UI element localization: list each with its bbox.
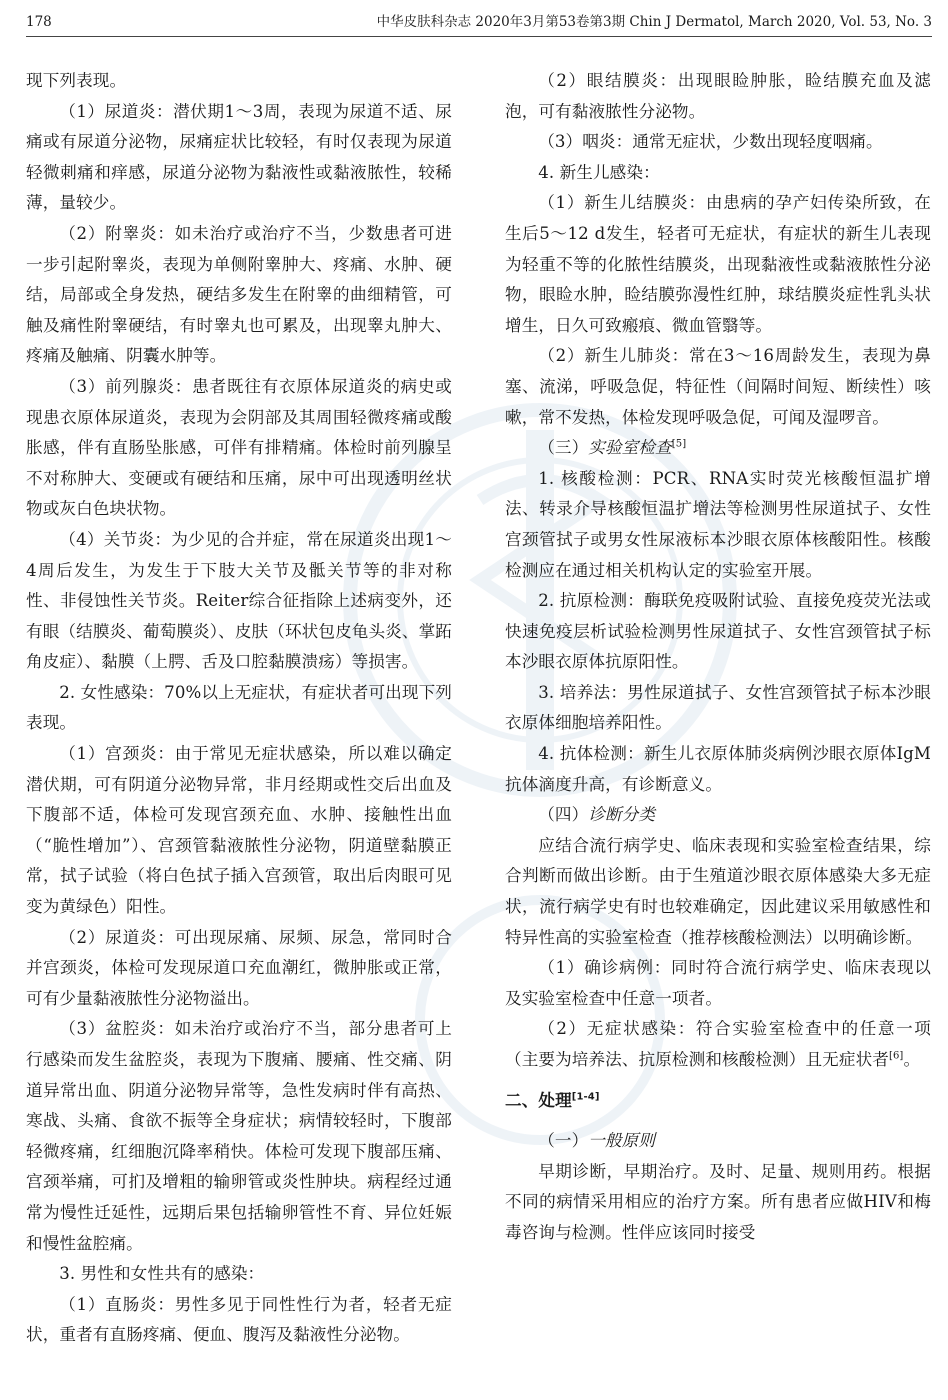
- paragraph: 3. 培养法：男性尿道拭子、女性宫颈管拭子标本沙眼衣原体细胞培养阳性。: [505, 682, 931, 733]
- running-header: [26, 10, 932, 37]
- paragraph: （2）新生儿肺炎：常在3～16周龄发生，表现为鼻塞、流涕，呼吸急促，特征性（间隔时间短、断续性）咳嗽，常不发热，体检发现呼吸急促，可闻及湿啰音。: [505, 346, 931, 427]
- paragraph: （1）直肠炎：男性多见于同性性行为者，轻者无症状，重者有直肠疼痛、便血、腹泻及黏液性分泌物。: [26, 1294, 452, 1345]
- heading-text: 二、处理: [505, 1090, 572, 1110]
- citation-ref: [1-4]: [571, 1091, 600, 1103]
- right-column: [505, 66, 931, 1249]
- paragraph: （1）宫颈炎：由于常见无症状感染，所以难以确定潜伏期，可有阴道分泌物异常，非月经期或性交后出血及下腹部不适，体检可发现宫颈充血、水肿、接触性出血（“脆性增加”）、宫颈管黏液脓性分泌物，阴道壁黏膜正常，拭子试验（将白色拭子插入宫颈管，取出后肉眼可见变为黄绿色）阳性。: [26, 744, 452, 917]
- paragraph: 2. 女性感染：70%以上无症状，有症状者可出现下列表现。: [26, 682, 452, 733]
- section-heading: [505, 1086, 931, 1117]
- subheading-prefix: （一）: [538, 1131, 589, 1151]
- paragraph: （4）关节炎：为少见的合并症，常在尿道炎出现1～4周后发生，为发生于下肢大关节及骶关节等的非对称性、非侵蚀性关节炎。Reiter综合征指除上述病变外，还有眼（结膜炎、葡萄膜炎）、皮肤（环状包皮龟头炎、掌跖角皮症）、黏膜（上腭、舌及口腔黏膜溃疡）等损害。: [26, 529, 452, 672]
- section-subheading: [505, 1126, 931, 1157]
- paragraph: [505, 1014, 931, 1075]
- paragraph: 4. 新生儿感染：: [538, 162, 660, 182]
- paragraph: 早期诊断，早期治疗。及时、足量、规则用药。根据不同的病情采用相应的治疗方案。所有患者应做HIV和梅毒咨询与检测。性伴应该同时接受: [505, 1161, 931, 1242]
- paragraph: （2）附睾炎：如未治疗或治疗不当，少数患者可进一步引起附睾炎，表现为单侧附睾肿大、疼痛、水肿、硬结，局部或全身发热，硬结多发生在附睾的曲细精管，可触及痛性附睾硬结，有时睾丸也可累及，出现睾丸肿大、疼痛及触痛、阴囊水肿等。: [26, 223, 452, 366]
- subheading-title: 诊断分类: [588, 805, 656, 825]
- journal-citation: 中华皮肤科杂志 2020年3月第53卷第3期 Chin J Dermatol, March 2020, Vol. 53, No. 3: [376, 14, 932, 30]
- section-subheading: [505, 433, 931, 464]
- paragraph: （1）尿道炎：潜伏期1～3周，表现为尿道不适、尿痛或有尿道分泌物，尿痛症状比较轻，有时仅表现为尿道轻微刺痛和痒感，尿道分泌物为黏液性或黏液脓性，较稀薄，量较少。: [26, 101, 452, 213]
- citation-ref: [6]: [888, 1050, 904, 1062]
- paragraph: （2）眼结膜炎：出现眼睑肿胀，睑结膜充血及滤泡，可有黏液脓性分泌物。: [505, 71, 931, 121]
- paragraph: （3）盆腔炎：如未治疗或治疗不当，部分患者可上行感染而发生盆腔炎，表现为下腹痛、腰痛、性交痛、阴道异常出血、阴道分泌物异常等，急性发病时伴有高热、寒战、头痛、食欲不振等全身症状；病情较轻时，下腹部轻微疼痛，红细胞沉降率稍快。体检可发现下腹部压痛、宫颈举痛，可扪及增粗的输卵管或炎性肿块。病程经过通常为慢性迁延性，远期后果包括输卵管性不育、异位妊娠和慢性盆腔痛。: [26, 1019, 452, 1253]
- paragraph: （1）确诊病例：同时符合流行病学史、临床表现以及实验室检查中任意一项者。: [505, 958, 931, 1008]
- paragraph: 3. 男性和女性共有的感染：: [59, 1264, 265, 1284]
- citation-ref: [5]: [671, 438, 687, 450]
- paragraph-text: （2）无症状感染：符合实验室检查中的任意一项（主要为培养法、抗原检测和核酸检测）且无症状者: [505, 1019, 931, 1069]
- paragraph: 2. 抗原检测：酶联免疫吸附试验、直接免疫荧光法或快速免疫层析试验检测男性尿道拭子、女性宫颈管拭子标本沙眼衣原体抗原阳性。: [505, 591, 931, 672]
- subheading-title: 一般原则: [588, 1131, 656, 1151]
- paragraph: （3）前列腺炎：患者既往有衣原体尿道炎的病史或现患衣原体尿道炎，表现为会阴部及其周围轻微疼痛或酸胀感，伴有直肠坠胀感，可伴有排精痛。体检时前列腺呈不对称肿大、变硬或有硬结和压痛，尿中可出现透明丝状物或灰白色块状物。: [26, 376, 452, 519]
- paragraph: （1）新生儿结膜炎：由患病的孕产妇传染所致，在生后5～12 d发生，轻者可无症状，有症状的新生儿表现为轻重不等的化脓性结膜炎，出现黏液性或黏液脓性分泌物，眼睑水肿，睑结膜弥漫性红肿，球结膜炎症性乳头状增生，日久可致瘢痕、微血管翳等。: [505, 193, 931, 335]
- paragraph: 现下列表现。: [26, 71, 127, 90]
- subheading-prefix: （三）: [538, 438, 589, 458]
- page-number: 178: [26, 14, 52, 30]
- section-subheading: [505, 800, 931, 831]
- left-column: [26, 66, 452, 1351]
- paragraph: （2）尿道炎：可出现尿痛、尿频、尿急，常同时合并宫颈炎，体检可发现尿道口充血潮红，微肿胀或正常，可有少量黏液脓性分泌物溢出。: [26, 927, 452, 1008]
- subheading-title: 实验室检查: [588, 438, 672, 458]
- paragraph: 应结合流行病学史、临床表现和实验室检查结果，综合判断而做出诊断。由于生殖道沙眼衣原体感染大多无症状，流行病学史有时也较难确定，因此建议采用敏感性和特异性高的实验室检查（推荐核酸检测法）以明确诊断。: [505, 835, 931, 947]
- subheading-prefix: （四）: [538, 805, 589, 825]
- paragraph: 1. 核酸检测：PCR、RNA实时荧光核酸恒温扩增法、转录介导核酸恒温扩增法等检测男性尿道拭子、女性宫颈管拭子或男女性尿液标本沙眼衣原体核酸阳性。核酸检测应在通过相关机构认定的实验室开展。: [505, 468, 931, 580]
- paragraph-tail: 。: [903, 1050, 921, 1069]
- paragraph: 4. 抗体检测：新生儿衣原体肺炎病例沙眼衣原体IgM抗体滴度升高，有诊断意义。: [505, 744, 931, 794]
- paragraph: （3）咽炎：通常无症状，少数出现轻度咽痛。: [538, 132, 883, 152]
